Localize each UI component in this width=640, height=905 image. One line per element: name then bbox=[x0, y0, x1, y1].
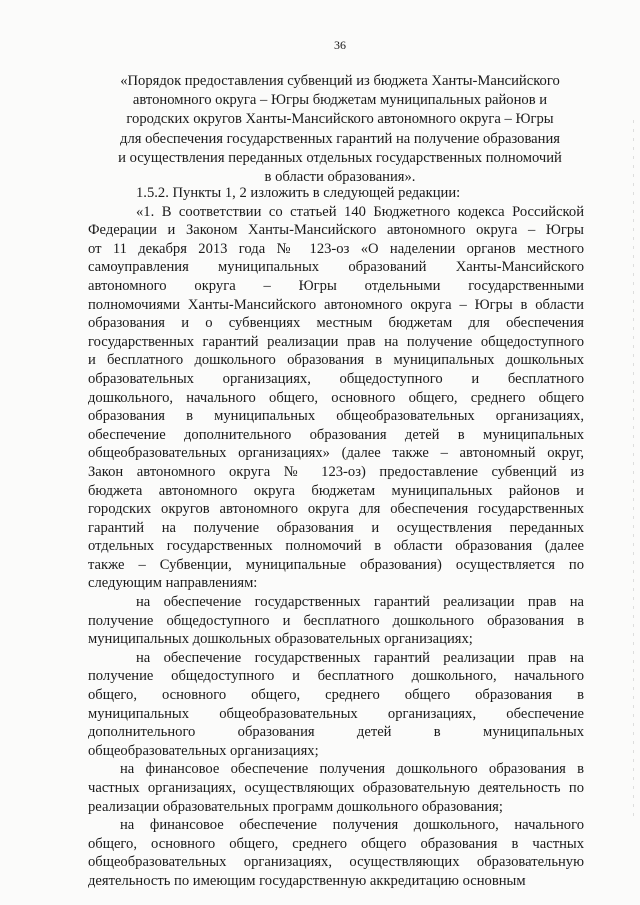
paragraph-line: полномочиями Ханты-Мансийского автономного округа – Югры в области bbox=[88, 296, 584, 313]
paragraph-line: реализации образовательных программ дошкольного образования; bbox=[88, 798, 503, 815]
paragraph-line: от 11 декабря 2013 года № 123-оз «О наделении органов местного bbox=[88, 240, 584, 257]
paragraph-line: на финансовое обеспечение получения дошкольного образования в bbox=[120, 761, 584, 778]
document-title bbox=[100, 72, 580, 187]
paragraph-line: получение общедоступного и бесплатного дошкольного образования в bbox=[88, 612, 584, 629]
paragraph-line: также – Субвенции, муниципальные образования) осуществляется по bbox=[88, 556, 584, 573]
paragraph-line: автономного округа – Югры отдельными государственными bbox=[88, 277, 584, 294]
title-line: «Порядок предоставления субвенций из бюджета Ханты-Мансийского bbox=[120, 73, 560, 89]
paragraph-line: отдельных государственных полномочий в области образования (далее bbox=[88, 538, 584, 555]
paragraph bbox=[88, 816, 584, 890]
title-line: и осуществления переданных отдельных государственных полномочий bbox=[118, 149, 562, 166]
paragraph-line: общего, основного общего, среднего общего образования в частных bbox=[88, 835, 584, 852]
paragraph bbox=[88, 760, 584, 816]
paragraph-line: на обеспечение государственных гарантий реализации прав на bbox=[136, 594, 584, 611]
paragraph-line: Закон автономного округа № 123-оз) предоставление субвенций из bbox=[88, 463, 584, 480]
paragraph-line: на обеспечение государственных гарантий реализации прав на bbox=[136, 649, 584, 666]
paragraph-line: общеобразовательных организациях, осуществляющих образовательную bbox=[88, 854, 584, 871]
paragraph-line: получение общедоступного и бесплатного дошкольного, начального bbox=[88, 668, 584, 685]
paragraph-line: образовательных организациях, общедоступного и бесплатного bbox=[88, 370, 584, 387]
paragraph-line: муниципальных общеобразовательных организациях, обеспечение bbox=[88, 705, 584, 722]
page-number: 36 bbox=[334, 38, 346, 52]
paragraph-line: на финансовое обеспечение получения дошкольного, начального bbox=[120, 817, 584, 834]
paragraph-line: дополнительного образования детей в муниципальных bbox=[88, 724, 584, 741]
paragraph-line: образования и о субвенциях местным бюджетам для обеспечения bbox=[88, 315, 584, 332]
paragraph-line: городских округов автономного округа для обеспечения государственных bbox=[88, 501, 584, 518]
paragraph-line: общеобразовательных организациях» (далее также – автономный округ, bbox=[88, 445, 584, 462]
paragraph-line: «1. В соответствии со статьей 140 Бюджетного кодекса Российской bbox=[136, 203, 584, 220]
paragraph-line: и бесплатного дошкольного образования в муниципальных дошкольных bbox=[88, 352, 584, 369]
paragraph-line: частных организациях, осуществляющих образовательную деятельность по bbox=[88, 780, 584, 796]
paragraph bbox=[88, 184, 584, 203]
paragraph-line: обеспечение дополнительного образования детей в муниципальных bbox=[88, 426, 584, 443]
title-line: городских округов Ханты-Мансийского автономного округа – Югры bbox=[126, 111, 554, 128]
paragraph-line: 1.5.2. Пункты 1, 2 изложить в следующей редакции: bbox=[136, 185, 461, 201]
paragraph-line: следующим направлениям: bbox=[88, 575, 258, 592]
title-line: в области образования». bbox=[264, 169, 416, 186]
paragraph-line: государственных гарантий реализации прав на получение общедоступного bbox=[88, 333, 584, 350]
paragraph-line: самоуправления муниципальных образований Ханты-Мансийского bbox=[88, 259, 584, 276]
paragraph bbox=[88, 649, 584, 761]
document-body bbox=[88, 184, 584, 891]
paragraph bbox=[88, 593, 584, 649]
paragraph-line: бюджета автономного округа бюджетам муниципальных районов и bbox=[88, 482, 584, 499]
paragraph-line: гарантий на получение образования и осуществления переданных bbox=[88, 519, 584, 536]
paragraph-line: муниципальных дошкольных образовательных организациях; bbox=[88, 631, 473, 648]
paragraph-line: Федерации и Законом Ханты-Мансийского автономного округа – Югры bbox=[88, 222, 584, 239]
paragraph-line: общеобразовательных организациях; bbox=[88, 742, 319, 759]
paragraph bbox=[88, 203, 584, 593]
scan-edge-artifact bbox=[633, 120, 634, 820]
paragraph-line: деятельность по имеющим государственную аккредитацию основным bbox=[88, 872, 526, 889]
paragraph-line: дошкольного, начального общего, основного общего, среднего общего bbox=[88, 389, 584, 406]
paragraph-line: образования в муниципальных общеобразовательных организациях, bbox=[88, 408, 584, 425]
title-line: для обеспечения государственных гарантий на получение образования bbox=[120, 130, 560, 147]
paragraph-line: общего, основного общего, среднего общего образования в bbox=[88, 687, 584, 704]
title-line: автономного округа – Югры бюджетам муниципальных районов и bbox=[132, 92, 548, 109]
